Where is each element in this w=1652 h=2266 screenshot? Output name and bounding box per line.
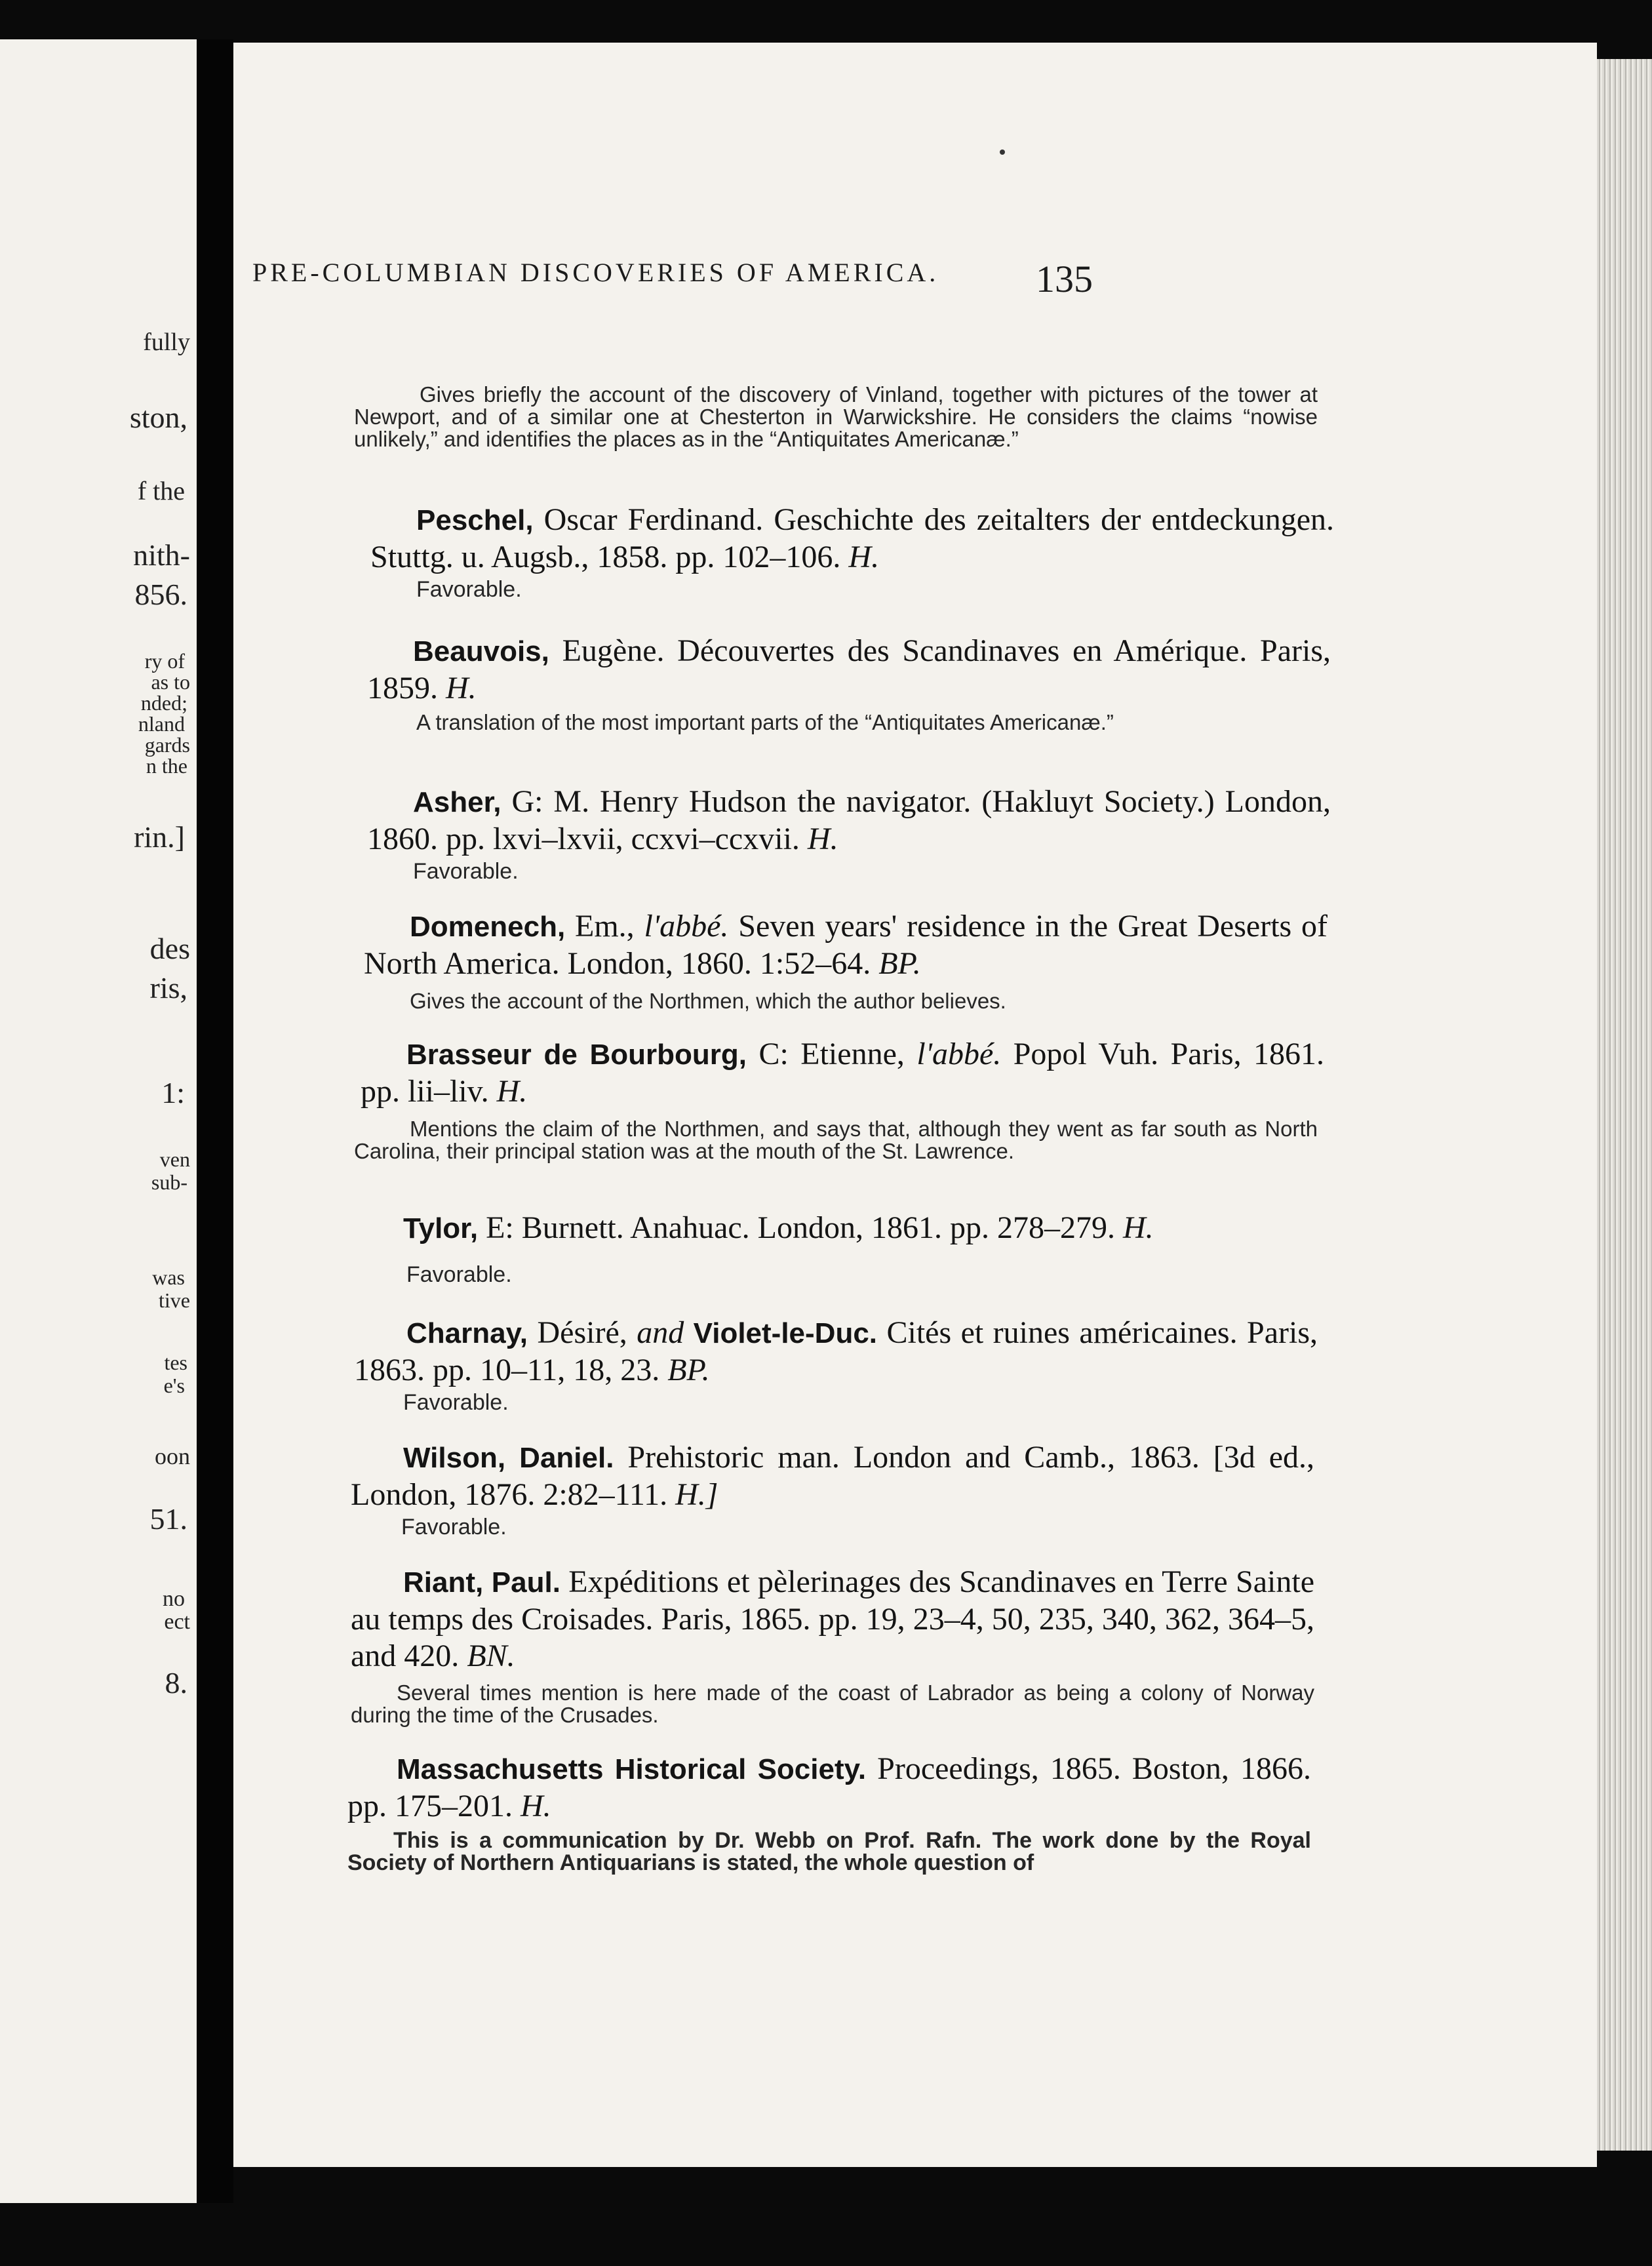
entry-note: Gives the account of the Northmen, which the author believes. [410,989,1006,1013]
bib-entry-massachusetts [347,1751,1311,1825]
entry-note: Mentions the claim of the Northmen, and says that, although they went as far south as North Carolina, their principal station was at the mouth of the St. Lawrence. [354,1117,1318,1163]
left-page-text-fragment: fully [143,328,190,356]
entry-author: Brasseur de Bourbourg, [406,1039,747,1071]
bottom-background [233,2167,1652,2266]
left-page-text-fragment: n the [146,754,187,778]
entry-author: Tylor, [403,1212,479,1244]
left-page-text-fragment: no [163,1587,185,1611]
left-page-text-fragment: nith- [133,538,190,572]
entry-author: Riant, Paul. [403,1566,560,1599]
entry-note: Favorable. [413,859,519,884]
left-page-text-fragment: ven [159,1147,190,1171]
library-code: BP. [878,946,921,981]
library-code: H. [446,671,477,706]
left-page-text-fragment: as to [151,670,190,694]
left-page-text-fragment: f the [137,476,185,506]
bib-entry-brasseur [361,1036,1324,1110]
page-edges [1597,59,1652,2151]
specks [1000,149,1005,155]
entry-text: G: M. Henry Hudson the navigator. (Hakluyt Society.) London, 1860. pp. lxvi–lxvii, ccxvi–ccxvii. [367,784,1331,856]
left-page-text-fragment: rin.] [134,820,185,854]
entry-text: Em., [575,909,635,944]
left-page-text-fragment: tive [159,1288,190,1312]
left-page-text-fragment: sub- [151,1170,187,1194]
entry-note: Favorable. [406,1262,512,1287]
left-page-text-fragment: tes [164,1351,187,1374]
left-page-text-fragment: ris, [149,971,187,1004]
entry-note: Gives briefly the account of the discovery of Vinland, together with pictures of the tower at Newport, and of a similar one at Chesterton in Warwickshire. He considers the claims “nowise unlikely,” and identifies the places as in the “Antiquitates Americanæ.” [354,382,1318,451]
entry-text: Cités et ruines américaines. Paris, 1863. pp. 10–11, 18, 23. [354,1315,1318,1387]
entry-text: Prehistoric man. London and Camb., 1863. [3d ed., London, 1876. 2:82–111. [351,1440,1315,1512]
left-page-text-fragment: ect [164,1610,190,1634]
library-code: BN. [467,1639,515,1673]
entry-author: Asher, [413,786,502,818]
entry-text: Désiré, [537,1315,627,1350]
left-page-text-fragment: gards [144,733,190,757]
entry-author: Beauvois, [413,635,549,667]
bib-entry-asher [367,784,1331,858]
bib-entry-tylor [357,1210,1321,1247]
left-page-text-fragment: oon [155,1443,190,1469]
bib-entry-domenech [364,908,1328,982]
entry-author: Charnay, [406,1317,528,1349]
left-page-text-fragment: was [152,1265,185,1289]
library-code: H. [496,1074,528,1109]
entry-text: l'abbé. [916,1037,1002,1071]
left-page-text-fragment: 856. [134,578,187,611]
entry-text: Expéditions et pèlerinages des Scandinaves en Terre Sainte au temps des Croisades. Paris, 1865. pp. 19, 23–4, 50, 235, 340, 362, 364–5, and 420. [351,1564,1315,1673]
entry-text: Seven years' residence in the Great Deserts of North America. London, 1860. 1:52–64. [364,909,1328,981]
left-page-fragment [0,39,197,2203]
entry-text: Oscar Ferdinand. Geschichte des zeitalters der entdeckungen. Stuttg. u. Augsb., 1858. pp. 102–106. [370,502,1335,574]
page-number: 135 [1036,258,1093,300]
entry-text: E: Burnett. Anahuac. London, 1861. pp. 278–279. [486,1210,1115,1245]
left-page-text-fragment: 8. [165,1666,187,1700]
library-code: H. [1123,1210,1154,1245]
entry-note: Favorable. [416,577,522,602]
entry-note: Several times mention is here made of the coast of Labrador as being a colony of Norway during the time of the Crusades. [351,1680,1314,1727]
entry-author: Wilson, Daniel. [403,1442,614,1474]
bib-entry-beauvois [367,633,1331,707]
library-code: BP. [667,1353,710,1387]
entry-text: l'abbé. [644,909,729,944]
library-code: H. [807,822,838,856]
entry-author: Violet-le-Duc. [693,1317,878,1349]
entry-text: Proceedings, 1865. Boston, 1866. pp. 175–201. [347,1751,1311,1823]
left-page-text-fragment: e's [163,1374,185,1397]
left-page-text-fragment: 1: [161,1076,185,1109]
entry-author: Domenech, [410,911,566,943]
entry-note: A translation of the most important parts of the “Antiquitates Americanæ.” [416,710,1114,734]
entry-note: This is a communication by Dr. Webb on Prof. Rafn. The work done by the Royal Society of Northern Antiquarians is stated, the whole question of [347,1828,1311,1875]
bib-entry-riant [351,1564,1314,1675]
entry-author: Peschel, [416,504,534,536]
left-page-text-fragment: ston, [129,401,187,434]
entry-text: Popol Vuh. Paris, 1861. pp. lii–liv. [361,1037,1325,1109]
left-page-text-fragment: 51. [149,1502,187,1536]
library-code: H.] [675,1477,718,1512]
entry-text: Eugène. Découvertes des Scandinaves en Amérique. Paris, 1859. [367,633,1331,706]
library-code: H. [848,540,880,574]
entry-text: and [637,1315,684,1350]
entry-author: Massachusetts Historical Society. [397,1753,867,1785]
library-code: H. [521,1789,551,1823]
entry-note: Favorable. [403,1390,509,1415]
bib-entry-peschel [370,502,1334,576]
bib-entry-wilson [351,1439,1314,1513]
left-page-text-fragment: nded; [140,691,187,715]
bib-entry-charnay [354,1315,1318,1389]
left-page-text-fragment: ry of [144,649,185,673]
left-page-text-fragment: des [149,932,190,965]
running-head: PRE-COLUMBIAN DISCOVERIES OF AMERICA. [252,258,939,287]
entry-note: Favorable. [401,1515,507,1540]
book-gutter [197,39,233,2203]
entry-text: C: Etienne, [758,1037,905,1071]
left-page-text-fragment: nland [138,712,185,736]
